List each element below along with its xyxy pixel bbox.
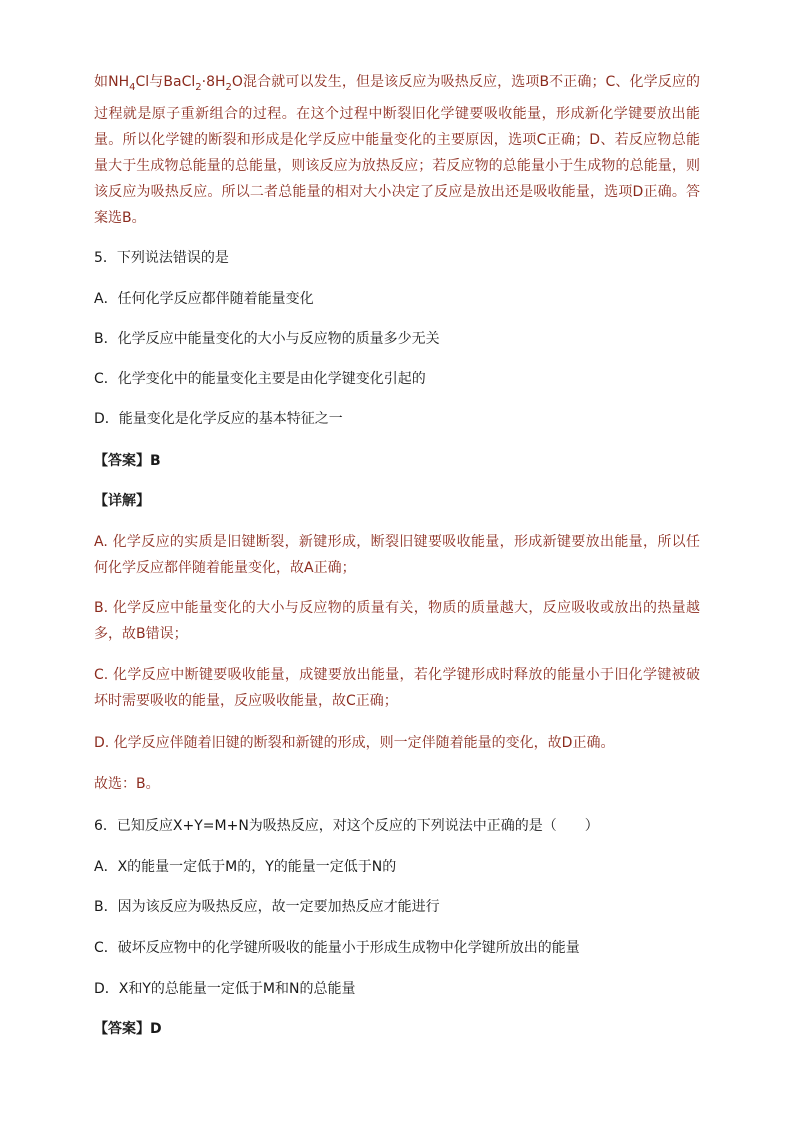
question-5-option-d: D．能量变化是化学反应的基本特征之一	[94, 411, 343, 427]
intro-text: O混合就可以发生，但是该反应为吸热反应，选项B不正确；C、化学反应的过程就是原子重新组合的过程。在这个过程中断裂旧化学键要吸收能量，形成新化学键要放出能量。所以化学键的断裂和形成是化学反应中能量变化的主要原因，选项C正确；D、若反应物总能量大于生成物总能量的总能量，则该反应为放热反应；若反应物的总能量小于生成物的总能量，则该反应为吸热反应。所以二者总能量的相对大小决定了反应是放出还是吸收能量，选项D正确。答案选B。	[94, 74, 701, 226]
intro-text: Cl与BaCl	[135, 74, 196, 90]
question-5-option-b: B．化学反应中能量变化的大小与反应物的质量多少无关	[94, 331, 440, 347]
question-5-detail-d: D. 化学反应伴随着旧键的断裂和新键的形成，则一定伴随着能量的变化，故D正确。	[94, 735, 615, 751]
question-5-choose: 故选：B。	[94, 776, 160, 792]
question-6-stem: 6．已知反应X+Y=M+N为吸热反应，对这个反应的下列说法中正确的是（ ）	[94, 818, 599, 834]
question-6-option-a: A．X的能量一定低于M的，Y的能量一定低于N的	[94, 859, 397, 875]
question-6-option-d: D．X和Y的总能量一定低于M和N的总能量	[94, 981, 356, 997]
intro-paragraph	[94, 69, 700, 231]
intro-subscript: 4	[129, 81, 136, 93]
question-5-option-c: C．化学变化中的能量变化主要是由化学键变化引起的	[94, 371, 426, 387]
question-5-detail-c: C. 化学反应中断键要吸收能量，成键要放出能量，若化学键形成时释放的能量小于旧化学键被破坏时需要吸收的能量，反应吸收能量，故C正确；	[94, 667, 700, 709]
question-6-answer: 【答案】D	[94, 1021, 162, 1037]
intro-text: 如NH	[94, 74, 130, 90]
intro-text: ·8H	[201, 74, 226, 90]
intro-subscript: 2	[225, 81, 232, 93]
question-5-detail-label: 【详解】	[94, 493, 150, 509]
question-6-option-b: B．因为该反应为吸热反应，故一定要加热反应才能进行	[94, 899, 440, 915]
question-5-stem: 5．下列说法错误的是	[94, 250, 229, 266]
intro-subscript: 2	[195, 81, 202, 93]
question-5-option-a: A．任何化学反应都伴随着能量变化	[94, 291, 314, 307]
question-5-detail-b: B. 化学反应中能量变化的大小与反应物的质量有关，物质的质量越大，反应吸收或放出的热量越多，故B错误；	[94, 600, 700, 642]
question-5-answer: 【答案】B	[94, 453, 161, 469]
question-6-option-c: C．破坏反应物中的化学键所吸收的能量小于形成生成物中化学键所放出的能量	[94, 940, 580, 956]
question-5-detail-a: A. 化学反应的实质是旧键断裂，新键形成，断裂旧键要吸收能量，形成新键要放出能量，所以任何化学反应都伴随着能量变化，故A正确；	[94, 534, 700, 576]
